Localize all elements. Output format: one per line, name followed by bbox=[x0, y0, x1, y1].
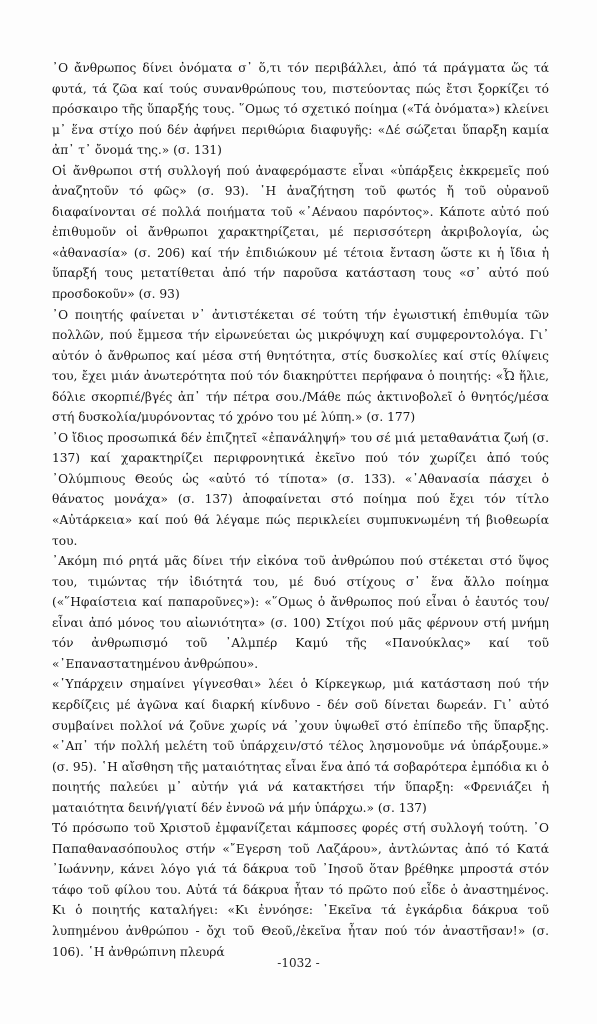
body-text bbox=[52, 58, 549, 962]
paragraph-names: ᾿Ο ἄνθρωπος δίνει ὀνόματα σ᾿ ὅ,τι τόν περιβάλλει, ἀπό τά πράγματα ὥς τά φυτά, τά ζῶα καί τούς συνανθρώπους του, πιστεύοντας πώς ἔτσι ξορκίζει τό πρόσκαιρο τῆς ὕπαρξής τους. ῞Ομως τό σχετικό ποίημα («Τά ὀνόματα») κλείνει μ᾿ ἕνα στίχο πού δέν ἀφήνει περιθώρια διαφυγῆς: «Δέ σώζεται ὕπαρξη καμία ἀπ᾿ τ᾿ ὄνομά της.» (σ. 131) bbox=[52, 61, 549, 158]
paragraph-no-afterlife: ᾿Ο ἴδιος προσωπικά δέν ἐπιζητεῖ «ἐπανάληψή» του σέ μιά μεταθανάτια ζωή (σ. 137) καί χαρακτηρίζει περιφρονητικά ἐκεῖνο πού τόν χωρίζει ἀπό τούς ᾿Ολύμπιους Θεούς ὡς «αὐτό τό τίποτα» (σ. 133). «᾿Αθανασία πάσχει ὁ θάνατος μονάχα» (σ. 137) ἀποφαίνεται στό ποίημα πού ἔχει τόν τίτλο «Αὐτάρκεια» καί πού θά λέγαμε πώς περικλείει συμπυκνωμένη τή βιοθεωρία του. bbox=[52, 430, 549, 548]
paragraph-existence-becoming: «῾Υπάρχειν σημαίνει γίγνεσθαι» λέει ὁ Κίρκεγκωρ, μιά κατάσταση πού τήν κερδίζεις μέ ἀγῶνα καί διαρκή κίνδυνο - δέν σοῦ δίνεται δωρεάν. Γι᾿ αὐτό συμβαίνει πολλοί νά ζοῦνε χωρίς νά ᾿χουν ὑψωθεῖ στό ἐπίπεδο τῆς ὕπαρξης. «᾿Απ᾿ τήν πολλή μελέτη τοῦ ὑπάρχειν/στό τέλος λησμονοῦμε νά ὑπάρξουμε.» (σ. 95). ῾Η αἴσθηση τῆς ματαιότητας εἶναι ἕνα ἀπό τά σοβαρότερα ἐμπόδια κι ὁ ποιητής παλεύει μ᾿ αὐτήν γιά νά κατακτήσει τήν ὕπαρξη: «Φρενιάζει ἡ ματαιότητα δεινή/γιατί δέν ἐννοῶ νά μήν ὑπάρχω.» (σ. 137) bbox=[52, 677, 549, 815]
paragraph-christ: Τό πρόσωπο τοῦ Χριστοῦ ἐμφανίζεται κάμποσες φορές στή συλλογή τούτη. ᾿Ο Παπαθανασόπουλος στήν «῎Εγερση τοῦ Λαζάρου», ἀντλώντας ἀπό τό Κατά ᾿Ιωάννην, κάνει λόγο γιά τά δάκρυα τοῦ ᾿Ιησοῦ ὅταν βρέθηκε μπροστά στόν τάφο τοῦ φίλου του. Αὐτά τά δάκρυα ἦταν τό πρῶτο πού εἶδε ὁ ἀναστημένος. Κι ὁ ποιητής καταλήγει: «Κι ἐννόησε: ᾿Εκεῖνα τά ἐγκάρδια δάκρυα τοῦ λυπημένου ἀνθρώπου - ὄχι τοῦ Θεοῦ,/ἐκεῖνα ἦταν πού τόν ἀναστῆσαν!» (σ. 106). ῾Η ἀνθρώπινη πλευρά bbox=[52, 821, 549, 959]
paragraph-poet-resists: ᾿Ο ποιητής φαίνεται ν᾿ ἀντιστέκεται σέ τούτη τήν ἐγωιστική ἐπιθυμία τῶν πολλῶν, πού ἔμμεσα τήν εἰρωνεύεται ὡς μικρόψυχη καί συμφεροντολόγα. Γι᾿ αὐτόν ὁ ἄνθρωπος καί μέσα στή θνητότητα, στίς δυσκολίες καί στίς θλίψεις του, ἔχει μιάν ἀνωτερότητα πού τόν διακηρύττει περήφανα ὁ ποιητής: «Ὦ ἥλιε, δόλιε σκορπιέ/βγές ἀπ᾿ τήν πέτρα σου./Μάθε πώς ἀκτινοβολεῖ ὁ θνητός/μέσα στή δυσκολία/μυρόνοντας τό χρόνο του μέ λύπη.» (σ. 177) bbox=[52, 307, 549, 425]
page-number: -1032 - bbox=[277, 956, 320, 970]
paragraph-seekers-of-light: Οἱ ἄνθρωποι στή συλλογή πού ἀναφερόμαστε εἶναι «ὑπάρξεις ἐκκρεμεῖς πού ἀναζητοῦν τό φῶς» (σ. 93). ῾Η ἀναζήτηση τοῦ φωτός ἤ τοῦ οὐρανοῦ διαφαίνονται σέ πολλά ποιήματα τοῦ «᾿Αέναου παρόντος». Κάποτε αὐτό πού ἐπιθυμοῦν οἱ ἄνθρωποι χαρακτηρίζεται, μέ περισσότερη ἀκριβολογία, ὡς «ἀθανασία» (σ. 206) καί τήν ἐπιδιώκουν μέ τέτοια ἔνταση ὥστε κι ἡ ἴδια ἡ ὕπαρξή τους μετατίθεται ἀπό τήν παροῦσα κατάσταση τους «σ᾿ αὐτό πού προσδοκοῦν» (σ. 93) bbox=[52, 163, 549, 302]
paragraph-human-dignity: ᾿Ακόμη πιό ρητά μᾶς δίνει τήν εἰκόνα τοῦ ἀνθρώπου πού στέκεται στό ὕψος του, τιμώντας τήν ἰδιότητά του, μέ δυό στίχους σ᾿ ἕνα ἄλλο ποίημα («῞Ηφαίστεια καί παπαροῦνες»): «῞Ομως ὁ ἄνθρωπος πού εἶναι ὁ ἑαυτός του/εἶναι ἀπό μόνος του αἰωνιότητα» (σ. 100) Στίχοι πού μᾶς φέρνουν στή μνήμη τόν ἀνθρωπισμό τοῦ ᾿Αλμπέρ Καμύ τῆς «Πανούκλας» καί τοῦ «᾿Επαναστατημένου ἀνθρώπου». bbox=[52, 554, 549, 671]
